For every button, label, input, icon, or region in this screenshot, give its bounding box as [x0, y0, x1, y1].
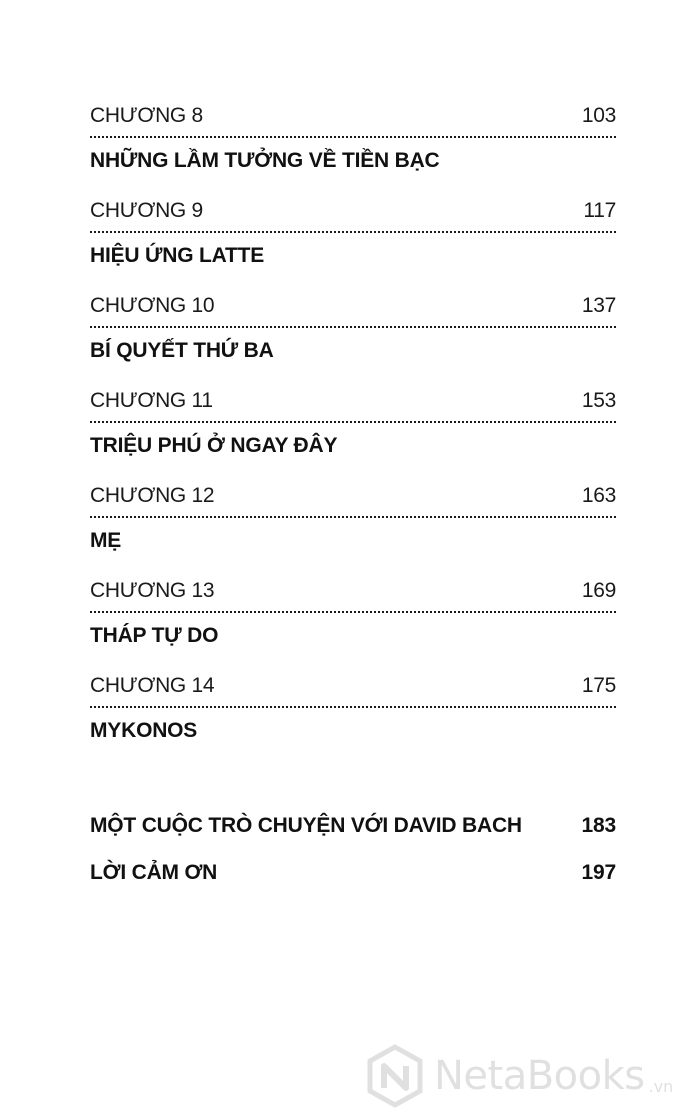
chapter-page-number: 137 [581, 294, 616, 317]
toc-entry-chapter-10[interactable] [90, 286, 616, 328]
netabooks-watermark [366, 1044, 673, 1108]
toc-entry-interview[interactable] [90, 811, 616, 841]
chapter-page-number: 153 [581, 389, 616, 412]
chapter-page-number: 175 [581, 674, 616, 697]
toc-entry-chapter-14[interactable] [90, 666, 616, 708]
chapter-label: CHƯƠNG 10 [90, 294, 215, 317]
chapter-title: MẸ [90, 529, 122, 552]
chapter-label: CHƯƠNG 8 [90, 104, 203, 127]
toc-entry-chapter-12[interactable] [90, 476, 616, 518]
chapter-title: TRIỆU PHÚ Ở NGAY ĐÂY [90, 434, 338, 457]
toc-entry-chapter-11[interactable] [90, 381, 616, 423]
toc-entry-chapter-8[interactable] [90, 96, 616, 138]
chapter-title: NHỮNG LẦM TƯỞNG VỀ TIỀN BẠC [90, 149, 440, 172]
chapter-label: CHƯƠNG 9 [90, 199, 203, 222]
chapter-title: THÁP TỰ DO [90, 624, 219, 647]
chapter-page-number: 163 [581, 484, 616, 507]
back-matter-title: LỜI CẢM ƠN [90, 861, 218, 884]
toc-entry-chapter-13[interactable] [90, 571, 616, 613]
netabooks-logo-icon [366, 1044, 424, 1108]
chapter-label: CHƯƠNG 11 [90, 389, 213, 412]
back-matter-title: MỘT CUỘC TRÒ CHUYỆN VỚI DAVID BACH [90, 814, 522, 837]
back-matter-page-number: 183 [581, 814, 616, 837]
watermark-brand: NetaBooks [434, 1053, 645, 1099]
toc-entry-chapter-9[interactable] [90, 191, 616, 233]
chapter-title: MYKONOS [90, 719, 198, 742]
chapter-label: CHƯƠNG 14 [90, 674, 215, 697]
chapter-label: CHƯƠNG 12 [90, 484, 215, 507]
toc-entry-acknowledgements[interactable] [90, 858, 616, 888]
chapter-title: BÍ QUYẾT THỨ BA [90, 339, 274, 362]
watermark-suffix: .vn [648, 1077, 674, 1096]
chapter-title: HIỆU ỨNG LATTE [90, 244, 265, 267]
back-matter-page-number: 197 [581, 861, 616, 884]
chapter-page-number: 169 [581, 579, 616, 602]
chapter-label: CHƯƠNG 13 [90, 579, 215, 602]
chapter-page-number: 103 [581, 104, 616, 127]
chapter-page-number: 117 [583, 199, 616, 222]
